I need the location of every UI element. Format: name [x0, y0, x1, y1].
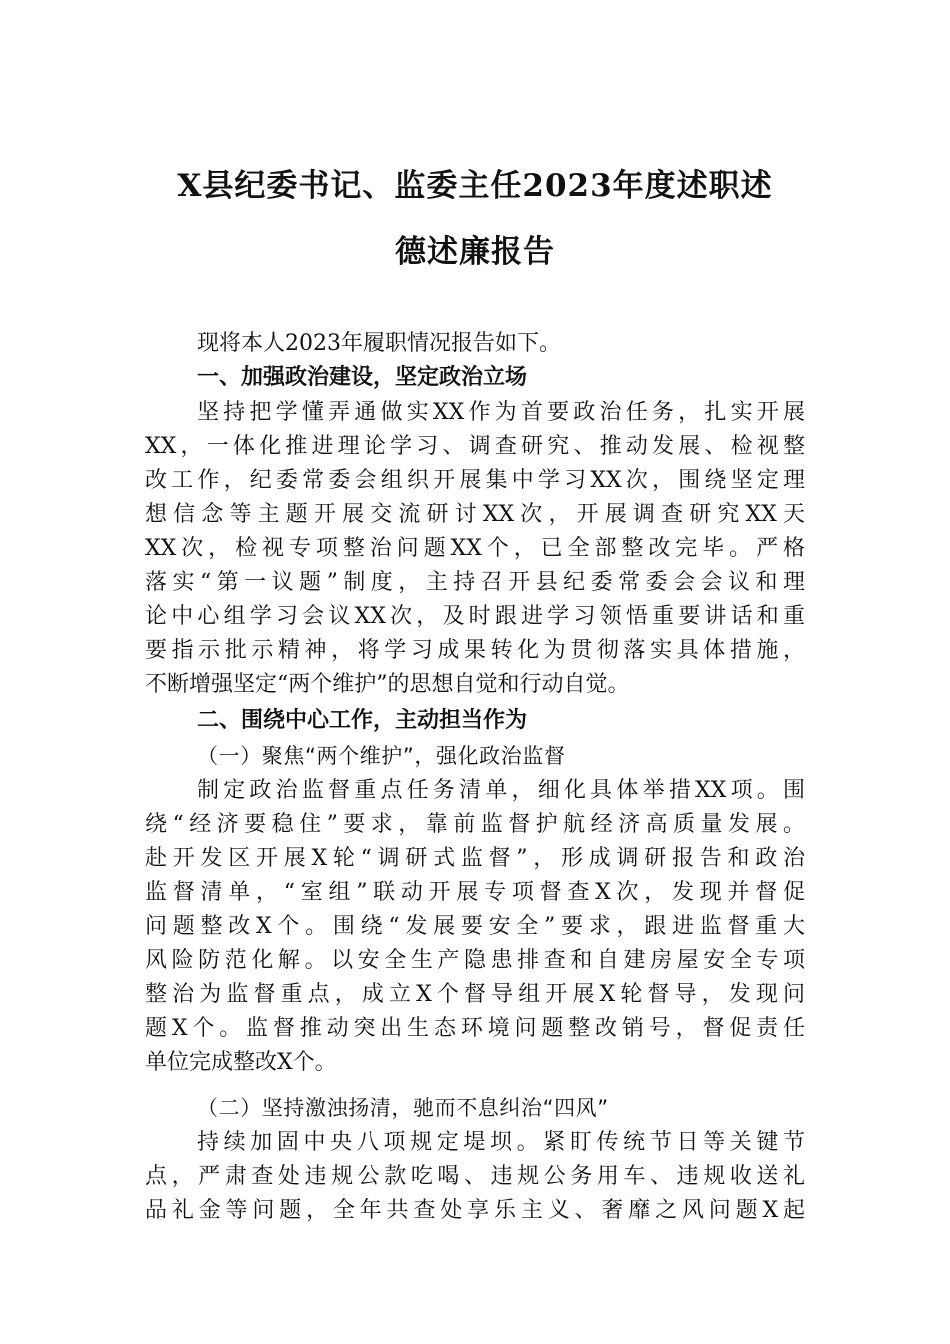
section-1-heading: 一、加强政治建设，坚定政治立场: [197, 365, 528, 390]
paragraph-line: 绕“经济要稳住”要求，靠前监督护航经济高质量发展。: [145, 812, 805, 837]
paragraph-line: 监督清单，“室组”联动开展专项督查X次，发现并督促: [145, 880, 805, 905]
subsection-1-heading: （一）聚焦“两个维护”，强化政治监督: [197, 744, 566, 768]
paragraph-line: 不断增强坚定“两个维护”的思想自觉和行动自觉。: [145, 672, 630, 697]
paragraph-line: 问题整改X个。围绕“发展要安全”要求，跟进监督重大: [145, 914, 805, 939]
section-2-heading: 二、围绕中心工作，主动担当作为: [197, 708, 528, 733]
paragraph-line: 坚持把学懂弄通做实XX作为首要政治任务，扎实开展: [197, 400, 805, 425]
paragraph-line: 制定政治监督重点任务清单，细化具体举措XX项。围: [197, 778, 805, 803]
paragraph-line: 赴开发区开展X轮“调研式监督”，形成调研报告和政治: [145, 846, 805, 871]
paragraph-line: 单位完成整改X个。: [145, 1050, 337, 1075]
paragraph-line: 品礼金等问题，全年共查处享乐主义、奢靡之风问题X起: [145, 1198, 805, 1223]
document-title-line-1: X县纪委书记、监委主任2023年度述职述: [177, 168, 773, 204]
paragraph-line: 持续加固中央八项规定堤坝。紧盯传统节日等关键节: [197, 1130, 805, 1155]
paragraph-line: 整治为监督重点，成立X个督导组开展X轮督导，发现问: [145, 982, 805, 1007]
paragraph-line: 风险防范化解。以安全生产隐患排查和自建房屋安全专项: [145, 948, 805, 973]
paragraph-line: XX次，检视专项整治问题XX个，已全部整改完毕。严格: [145, 536, 805, 561]
paragraph-line: 改工作，纪委常委会组织开展集中学习XX次，围绕坚定理: [145, 468, 805, 493]
subsection-2-heading: （二）坚持激浊扬清，驰而不息纠治“四风”: [197, 1096, 609, 1120]
paragraph-line: 论中心组学习会议XX次，及时跟进学习领悟重要讲话和重: [145, 604, 805, 629]
intro-paragraph: 现将本人2023年履职情况报告如下。: [197, 331, 561, 356]
paragraph-line: 落实“第一议题”制度，主持召开县纪委常委会会议和理: [145, 570, 805, 595]
document-title-line-2: 德述廉报告: [395, 234, 555, 270]
paragraph-line: 题X个。监督推动突出生态环境问题整改销号，督促责任: [145, 1016, 805, 1041]
paragraph-line: XX，一体化推进理论学习、调查研究、推动发展、检视整: [145, 434, 805, 459]
paragraph-line: 要指示批示精神，将学习成果转化为贯彻落实具体措施，: [145, 638, 805, 663]
paragraph-line: 想信念等主题开展交流研讨XX次，开展调查研究XX天: [145, 502, 805, 527]
paragraph-line: 点，严肃查处违规公款吃喝、违规公务用车、违规收送礼: [145, 1164, 805, 1189]
